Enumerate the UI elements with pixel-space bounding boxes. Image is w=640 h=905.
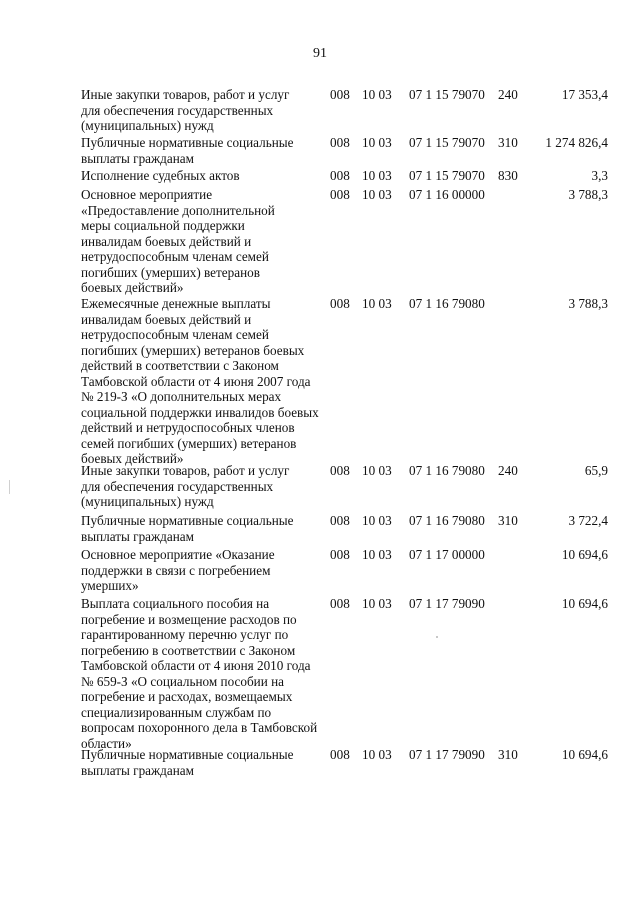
description-line: инвалидам боевых действий и bbox=[81, 311, 252, 327]
description-line: № 659-З «О социальном пособии на bbox=[81, 673, 284, 689]
margin-mark bbox=[9, 480, 10, 494]
target-article-code: 07 1 16 79080 bbox=[409, 463, 485, 478]
description-line: вопросам похоронного дела в Тамбовской bbox=[81, 720, 318, 735]
amount: 10 694,6 bbox=[561, 547, 608, 562]
section-code: 10 03 bbox=[362, 187, 392, 202]
description-line: боевых действий» bbox=[81, 451, 184, 466]
amount: 3,3 bbox=[591, 168, 608, 183]
target-article-code: 07 1 16 79080 bbox=[409, 296, 485, 311]
description-line: социальной поддержки инвалидов боевых bbox=[81, 404, 319, 420]
expense-kind-code: 310 bbox=[498, 135, 518, 150]
row-description bbox=[81, 547, 321, 594]
row-description bbox=[81, 87, 321, 134]
description-line: (муниципальных) нужд bbox=[81, 118, 214, 133]
description-line: умерших» bbox=[81, 578, 139, 593]
section-code: 10 03 bbox=[362, 463, 392, 478]
ministry-code: 008 bbox=[330, 513, 350, 528]
row-description bbox=[81, 747, 321, 778]
description-line: области» bbox=[81, 735, 132, 751]
description-line: Тамбовской области от 4 июня 2010 года bbox=[81, 658, 311, 673]
expense-kind-code: 310 bbox=[498, 513, 518, 528]
description-line: Исполнение судебных актов bbox=[81, 168, 240, 183]
description-line: боевых действий» bbox=[81, 280, 184, 295]
amount: 1 274 826,4 bbox=[545, 135, 608, 150]
amount: 10 694,6 bbox=[561, 747, 608, 762]
description-line: Ежемесячные денежные выплаты bbox=[81, 296, 271, 311]
description-line: инвалидам боевых действий и bbox=[81, 233, 252, 249]
description-line: поддержки в связи с погребением bbox=[81, 562, 271, 578]
description-line: № 219-З «О дополнительных мерах bbox=[81, 389, 282, 404]
section-code: 10 03 bbox=[362, 168, 392, 183]
ministry-code: 008 bbox=[330, 747, 350, 762]
amount: 10 694,6 bbox=[561, 596, 608, 611]
description-line: Основное мероприятие bbox=[81, 187, 213, 202]
target-article-code: 07 1 17 00000 bbox=[409, 547, 485, 562]
description-line: семей погибших (умерших) ветеранов bbox=[81, 435, 297, 451]
ministry-code: 008 bbox=[330, 547, 350, 562]
target-article-code: 07 1 15 79070 bbox=[409, 135, 485, 150]
description-line: Публичные нормативные социальные bbox=[81, 135, 294, 150]
section-code: 10 03 bbox=[362, 87, 392, 102]
description-line: «Предоставление дополнительной bbox=[81, 202, 275, 218]
section-code: 10 03 bbox=[362, 547, 392, 562]
section-code: 10 03 bbox=[362, 596, 392, 611]
row-description bbox=[81, 135, 321, 166]
section-code: 10 03 bbox=[362, 296, 392, 311]
description-line: выплаты гражданам bbox=[81, 762, 194, 778]
page-number: 91 bbox=[313, 46, 327, 61]
ministry-code: 008 bbox=[330, 296, 350, 311]
expense-kind-code: 310 bbox=[498, 747, 518, 762]
description-line: выплаты гражданам bbox=[81, 150, 194, 166]
row-description bbox=[81, 296, 321, 467]
description-line: действий и нетрудоспособных членов bbox=[81, 420, 295, 435]
expense-kind-code: 240 bbox=[498, 463, 518, 478]
description-line: выплаты гражданам bbox=[81, 528, 194, 544]
scan-speck bbox=[436, 636, 438, 638]
ministry-code: 008 bbox=[330, 168, 350, 183]
amount: 17 353,4 bbox=[561, 87, 608, 102]
description-line: погребение и расходах, возмещаемых bbox=[81, 689, 293, 704]
target-article-code: 07 1 16 79080 bbox=[409, 513, 485, 528]
ministry-code: 008 bbox=[330, 187, 350, 202]
row-description bbox=[81, 463, 321, 510]
description-line: Иные закупки товаров, работ и услуг bbox=[81, 463, 290, 478]
section-code: 10 03 bbox=[362, 513, 392, 528]
ministry-code: 008 bbox=[330, 135, 350, 150]
expense-kind-code: 240 bbox=[498, 87, 518, 102]
description-line: Тамбовской области от 4 июня 2007 года bbox=[81, 373, 311, 389]
description-line: нетрудоспособным членам семей bbox=[81, 327, 269, 342]
row-description bbox=[81, 513, 321, 544]
row-description bbox=[81, 168, 321, 184]
row-description bbox=[81, 596, 321, 751]
description-line: действий в соответствии с Законом bbox=[81, 358, 279, 373]
amount: 3 788,3 bbox=[568, 187, 608, 202]
description-line: Основное мероприятие «Оказание bbox=[81, 547, 275, 562]
amount: 3 722,4 bbox=[568, 513, 608, 528]
description-line: для обеспечения государственных bbox=[81, 478, 274, 494]
target-article-code: 07 1 17 79090 bbox=[409, 747, 485, 762]
description-line: для обеспечения государственных bbox=[81, 102, 274, 118]
description-line: погибших (умерших) ветеранов bbox=[81, 264, 260, 280]
row-description bbox=[81, 187, 321, 296]
description-line: Иные закупки товаров, работ и услуг bbox=[81, 87, 290, 102]
description-line: Публичные нормативные социальные bbox=[81, 513, 294, 528]
description-line: гарантированному перечню услуг по bbox=[81, 627, 289, 642]
description-line: (муниципальных) нужд bbox=[81, 494, 214, 509]
ministry-code: 008 bbox=[330, 463, 350, 478]
amount: 3 788,3 bbox=[568, 296, 608, 311]
description-line: Публичные нормативные социальные bbox=[81, 747, 294, 762]
description-line: специализированным службам по bbox=[81, 704, 272, 720]
expense-kind-code: 830 bbox=[498, 168, 518, 183]
ministry-code: 008 bbox=[330, 596, 350, 611]
description-line: погибших (умерших) ветеранов боевых bbox=[81, 342, 305, 358]
section-code: 10 03 bbox=[362, 135, 392, 150]
description-line: меры социальной поддержки bbox=[81, 218, 245, 233]
description-line: погребение и возмещение расходов по bbox=[81, 611, 297, 627]
description-line: Выплата социального пособия на bbox=[81, 596, 270, 611]
section-code: 10 03 bbox=[362, 747, 392, 762]
amount: 65,9 bbox=[584, 463, 608, 478]
target-article-code: 07 1 15 79070 bbox=[409, 87, 485, 102]
target-article-code: 07 1 17 79090 bbox=[409, 596, 485, 611]
description-line: нетрудоспособным членам семей bbox=[81, 249, 269, 264]
target-article-code: 07 1 15 79070 bbox=[409, 168, 485, 183]
ministry-code: 008 bbox=[330, 87, 350, 102]
target-article-code: 07 1 16 00000 bbox=[409, 187, 485, 202]
description-line: погребению в соответствии с Законом bbox=[81, 642, 296, 658]
